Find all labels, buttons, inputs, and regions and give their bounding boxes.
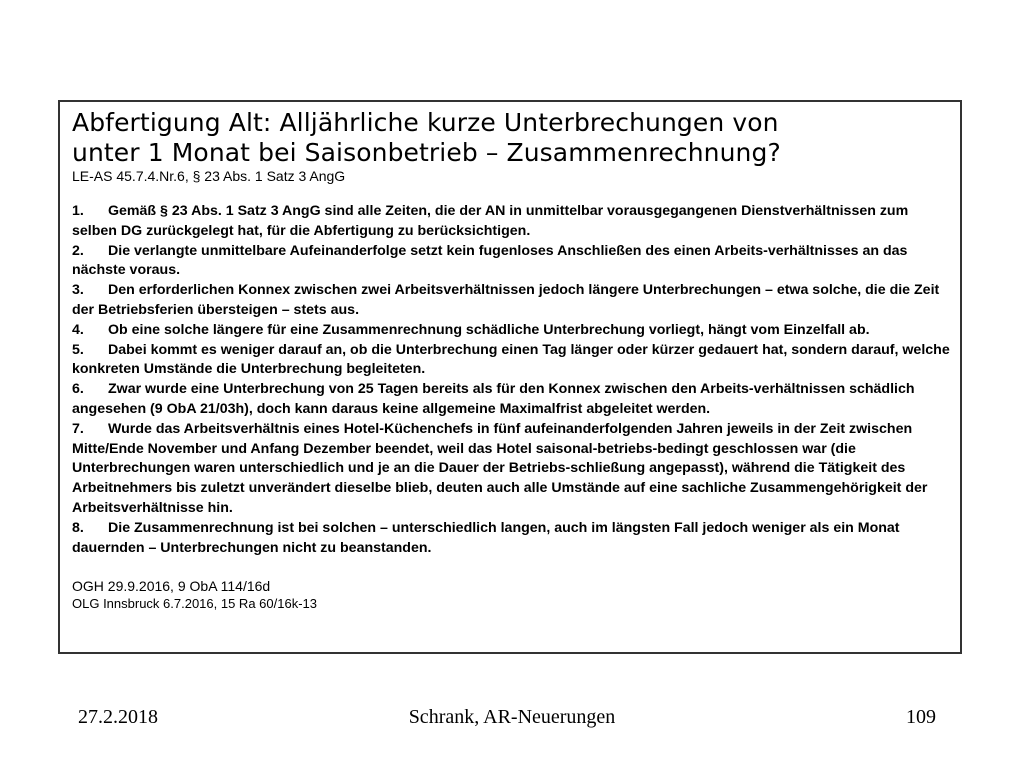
item-text: Die verlangte unmittelbare Aufeinanderfolge setzt kein fugenloses Anschließen des einen Arbeits-verhältnisses an das nächste voraus. [72, 242, 908, 279]
item-list [72, 202, 950, 558]
item-number: 8. [72, 519, 84, 536]
footer-author: Schrank, AR-Neuerungen [408, 706, 616, 728]
legal-reference: LE-AS 45.7.4.Nr.6, § 23 Abs. 1 Satz 3 AngG [72, 168, 346, 184]
item-text: Gemäß § 23 Abs. 1 Satz 3 AngG sind alle Zeiten, die der AN in unmittelbar vorausgegangenen Dienstverhältnissen zum selben DG zurückgelegt hat, für die Abfertigung zu berücksichtigen. [72, 203, 909, 239]
list-item [72, 519, 950, 559]
item-number: 7. [72, 420, 84, 437]
list-item [72, 242, 950, 282]
list-item [72, 321, 950, 341]
title-line-2: unter 1 Monat bei Saisonbetrieb – Zusammenrechnung? [72, 138, 781, 167]
list-item [72, 341, 950, 381]
page-number: 109 [906, 706, 936, 728]
citations [72, 577, 950, 612]
item-text: Zwar wurde eine Unterbrechung von 25 Tagen bereits als für den Konnex zwischen den Arbeits-verhältnissen schädlich angesehen (9 ObA 21/03h), doch kann daraus keine allgemeine Maximalfrist abgeleitet werden. [72, 381, 915, 417]
footer-date: 27.2.2018 [78, 706, 158, 728]
item-text: Den erforderlichen Konnex zwischen zwei Arbeitsverhältnissen jedoch längere Unterbrechungen – etwa solche, die die Zeit der Betriebsferien übersteigen – stets aus. [72, 282, 940, 318]
item-number: 5. [72, 341, 84, 358]
list-item [72, 202, 950, 242]
content-box [58, 100, 962, 654]
slide-title [72, 108, 950, 168]
citation-olg: OLG Innsbruck 6.7.2016, 15 Ra 60/16k-13 [72, 596, 317, 612]
item-text: Die Zusammenrechnung ist bei solchen – unterschiedlich langen, auch im längsten Fall jedoch weniger als ein Monat dauernden – Unterbrechungen nicht zu beanstanden. [72, 519, 900, 556]
item-number: 1. [72, 203, 84, 219]
list-item [72, 281, 950, 321]
list-item [72, 380, 950, 420]
list-item [72, 420, 950, 519]
item-number: 6. [72, 381, 84, 398]
item-text: Wurde das Arbeitsverhältnis eines Hotel-Küchenchefs in fünf aufeinanderfolgenden Jahren jeweils in der Zeit zwischen Mitte/Ende November und Anfang Dezember beendet, weil das Hotel saisonal-betriebs-bedingt geschlossen war (die Unterbrechungen waren unterschiedlich und je an die Dauer der Betriebs-schließung angepasst), während die Tätigkeit des Arbeitnehmers bis zuletzt unverändert dieselbe blieb, deuten auch alle Umstände auf eine sachliche Zusammengehörigkeit der Arbeitsverhältnisse hin. [72, 420, 928, 516]
item-text: Dabei kommt es weniger darauf an, ob die Unterbrechung einen Tag länger oder kürzer gedauert hat, sondern darauf, welche konkreten Umstände die Unterbrechung begleiteten. [72, 341, 950, 378]
item-text: Ob eine solche längere für eine Zusammenrechnung schädliche Unterbrechung vorliegt, hängt vom Einzelfall ab. [108, 321, 870, 338]
citation-ogh: OGH 29.9.2016, 9 ObA 114/16d [72, 578, 271, 595]
item-number: 3. [72, 282, 84, 299]
item-number: 2. [72, 242, 84, 259]
title-line-1: Abfertigung Alt: Alljährliche kurze Unterbrechungen von [72, 108, 779, 137]
item-number: 4. [72, 321, 84, 338]
